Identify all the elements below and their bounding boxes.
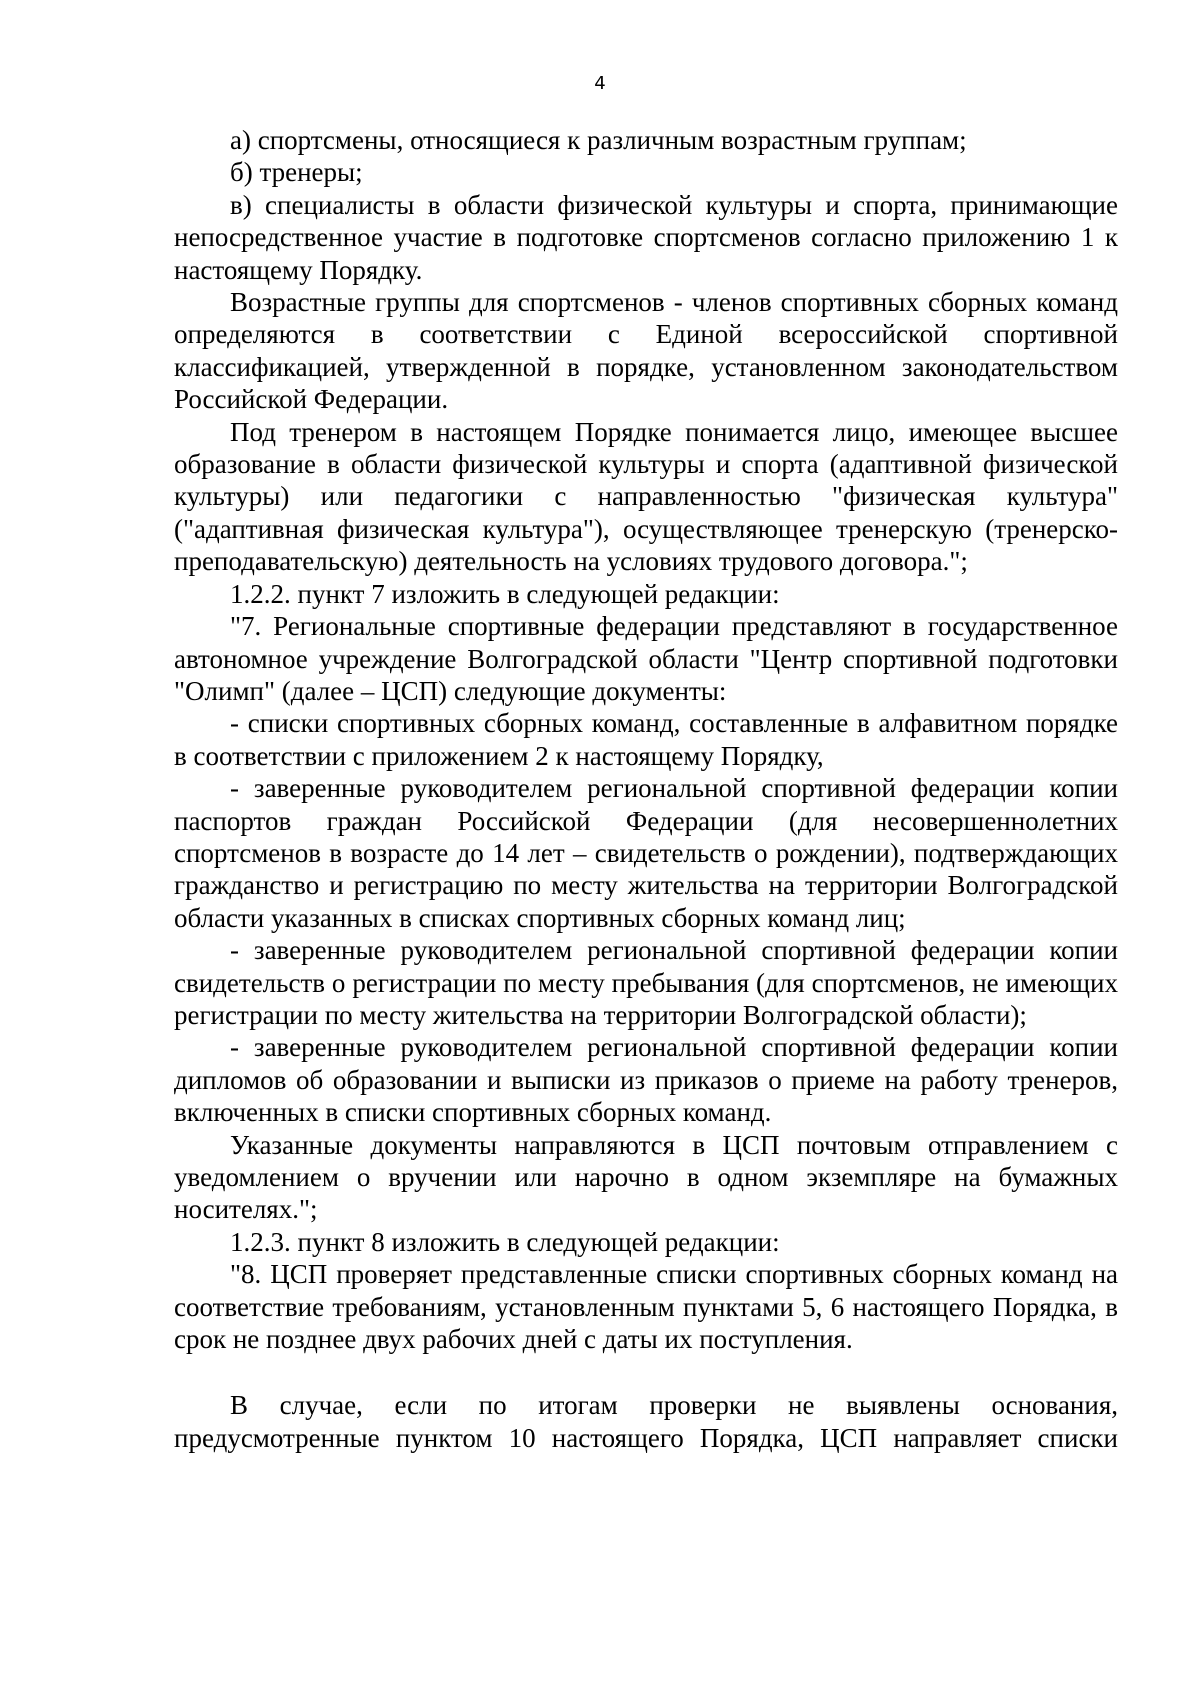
- paragraph-coach-definition: Под тренером в настоящем Порядке понимается лицо, имеющее высшее образование в области физической культуры и спорта (адаптивной физической культуры) или педагогики с направленностью "физическая культура" ("адаптивная физическая культура"), осуществляющее тренерскую (тренерско-преподавательскую) деятельность на условиях трудового договора.";: [174, 416, 1118, 577]
- paragraph-list-teams: - списки спортивных сборных команд, составленные в алфавитном порядке в соответствии с приложением 2 к настоящему Порядку,: [174, 708, 1118, 771]
- paragraph-item-c: в) специалисты в области физической культуры и спорта, принимающие непосредственное участие в подготовке спортсменов согласно приложению 1 к настоящему Порядку.: [174, 189, 1118, 285]
- paragraph-item-a: а) спортсмены, относящиеся к различным возрастным группам;: [230, 125, 967, 155]
- paragraph-point-8: "8. ЦСП проверяет представленные списки спортивных сборных команд на соответствие требованиям, установленным пунктами 5, 6 настоящего Порядка, в срок не позднее двух рабочих дней с даты их поступления.: [174, 1259, 1118, 1355]
- paragraph-check-result: В случае, если по итогам проверки не выявлены основания, предусмотренные пунктом 10 настоящего Порядка, ЦСП направляет списки: [174, 1390, 1118, 1453]
- document-body: [174, 124, 1118, 1454]
- paragraph-item-b: б) тренеры;: [230, 157, 363, 188]
- paragraph-clause-1-2-2: 1.2.2. пункт 7 изложить в следующей редакции:: [230, 578, 780, 609]
- page-number: 4: [594, 73, 606, 94]
- paragraph-age-groups: Возрастные группы для спортсменов - членов спортивных сборных команд определяются в соответствии с Единой всероссийской спортивной классификацией, утвержденной в порядке, установленном законодательством Российской Федерации.: [174, 287, 1118, 415]
- paragraph-point-7: "7. Региональные спортивные федерации представляют в государственное автономное учреждение Волгоградской области "Центр спортивной подготовки "Олимп" (далее – ЦСП) следующие документы:: [174, 611, 1118, 706]
- paragraph-list-registration: - заверенные руководителем региональной спортивной федерации копии свидетельств о регистрации по месту пребывания (для спортсменов, не имеющих регистрации по месту жительства на территории Волгоградской области);: [174, 935, 1118, 1030]
- paragraph-list-passports: - заверенные руководителем региональной спортивной федерации копии паспортов граждан Российской Федерации (для несовершеннолетних спортсменов в возрасте до 14 лет – свидетельств о рождении), подтверждающих гражданство и регистрацию по месту жительства на территории Волгоградской области указанных в списках спортивных сборных команд лиц;: [174, 773, 1118, 933]
- paragraph-clause-1-2-3: 1.2.3. пункт 8 изложить в следующей редакции:: [230, 1226, 780, 1257]
- paragraph-spacer: [174, 1355, 1118, 1389]
- paragraph-documents-delivery: Указанные документы направляются в ЦСП почтовым отправлением с уведомлением о вручении или нарочно в одном экземпляре на бумажных носителях.";: [174, 1129, 1118, 1225]
- paragraph-list-diplomas: - заверенные руководителем региональной спортивной федерации копии дипломов об образовании и выписки из приказов о приеме на работу тренеров, включенных в списки спортивных сборных команд.: [174, 1032, 1118, 1128]
